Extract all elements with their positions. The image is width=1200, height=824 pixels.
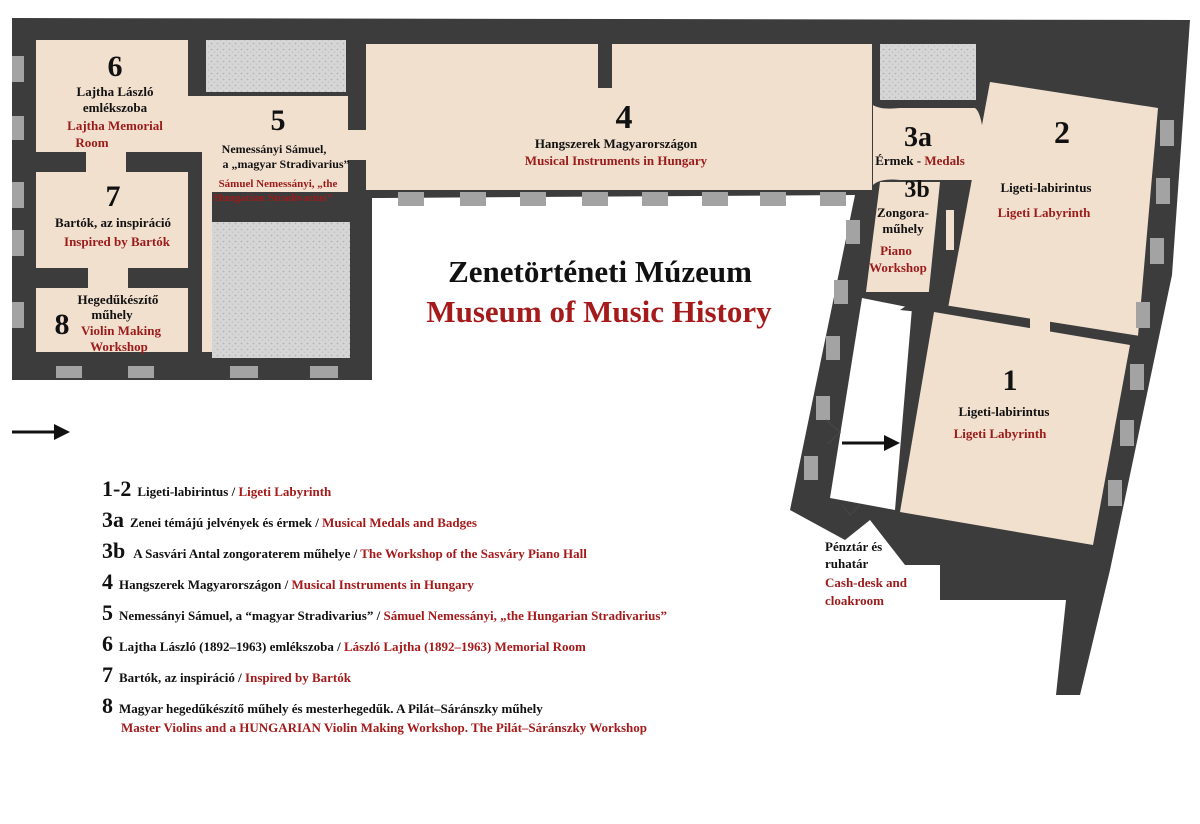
legend-hu: Bartók, az inspiráció / — [119, 670, 246, 685]
legend-item-3b — [102, 538, 587, 563]
light-well-courtyard — [212, 222, 350, 358]
legend-item-1-2 — [102, 476, 332, 501]
room-5-hu-line1: Nemessányi Sámuel, — [221, 142, 327, 156]
room-1-number: 1 — [1002, 364, 1018, 397]
legend-item-8-en: Master Violins and a HUNGARIAN Violin Making Workshop. The Pilát–Sáránszky Workshop — [121, 720, 648, 735]
room-3b-hu-line2: műhely — [882, 221, 924, 236]
room-4-number: 4 — [615, 99, 633, 136]
legend-key: 1-2 — [102, 476, 132, 501]
room-1-hu: Ligeti-labirintus — [958, 404, 1050, 419]
cashdesk-hu-line2: ruhatár — [825, 556, 869, 571]
legend-en: Ligeti Labyrinth — [238, 484, 332, 499]
legend-en: Musical Instruments in Hungary — [291, 577, 474, 592]
legend-item-6 — [102, 631, 586, 656]
legend-en: Inspired by Bartók — [245, 670, 351, 685]
room-2-number: 2 — [1054, 114, 1070, 150]
legend-item-5 — [102, 600, 667, 625]
room-5-hu-line2: a „magyar Stradivarius” — [222, 157, 350, 171]
map-title-hu: Zenetörténeti Múzeum — [448, 254, 752, 289]
room-2-hu: Ligeti-labirintus — [1000, 180, 1092, 195]
room-6-en-line1: Lajtha Memorial — [67, 118, 163, 133]
legend-en: Sámuel Nemessányi, „the Hungarian Stradivarius” — [383, 608, 667, 623]
room-4-en: Musical Instruments in Hungary — [524, 153, 708, 168]
room-3b-number: 3b — [904, 177, 930, 203]
room-6-hu-line1: Lajtha László — [76, 84, 154, 99]
room-8-hu-line1: Hegedűkészítő — [77, 292, 159, 307]
room-7-en: Inspired by Bartók — [64, 234, 170, 249]
room-6-number: 6 — [107, 50, 123, 83]
room-3a-en: Medals — [924, 153, 965, 168]
legend-hu: Magyar hegedűkészítő műhely és mesterhegedűk. A Pilát–Sáránszky műhely — [119, 701, 543, 716]
room-3a-label — [875, 153, 965, 168]
room-3b-hu-line1: Zongora- — [877, 205, 929, 220]
legend-key: 8 — [102, 693, 113, 718]
room-2-en: Ligeti Labyrinth — [997, 205, 1091, 220]
legend-hu: Lajtha László (1892–1963) emlékszoba / — [119, 639, 344, 654]
cashdesk-en-line2: cloakroom — [825, 593, 884, 608]
room-8-hu-line2: műhely — [91, 307, 133, 322]
legend-item-8 — [102, 693, 543, 718]
room-7-hu: Bartók, az inspiráció — [55, 215, 171, 230]
legend-key: 3a — [102, 507, 124, 532]
room-4-hu: Hangszerek Magyarországon — [534, 136, 698, 151]
legend-hu: A Sasvári Antal zongoraterem műhelye / — [133, 546, 361, 561]
legend-key: 6 — [102, 631, 113, 656]
light-well-top-left — [206, 40, 346, 92]
legend — [102, 476, 667, 735]
room-3a-hu: Érmek - — [875, 153, 925, 168]
legend-en: László Lajtha (1892–1963) Memorial Room — [343, 639, 586, 654]
legend-item-3a — [102, 507, 477, 532]
light-well-top-right — [880, 44, 976, 100]
legend-en: Musical Medals and Badges — [322, 515, 477, 530]
room-5-en-line1: Sámuel Nemessányi, „the — [218, 178, 338, 190]
room-5-en-line2: Hungarian Stradivarius” — [213, 192, 333, 204]
legend-en: The Workshop of the Sasváry Piano Hall — [360, 546, 587, 561]
entrance-arrow-left — [12, 424, 70, 440]
map-title-en: Museum of Music History — [426, 294, 772, 329]
cashdesk-hu-line1: Pénztár és — [825, 539, 883, 554]
legend-key: 3b — [102, 538, 126, 563]
room-1-en: Ligeti Labyrinth — [953, 426, 1047, 441]
legend-hu: Ligeti-labirintus / — [137, 484, 239, 499]
room-6-hu-line2: emlékszoba — [82, 100, 148, 115]
room-8-en-line1: Violin Making — [80, 323, 162, 338]
legend-key: 4 — [102, 569, 113, 594]
room-5-number: 5 — [270, 104, 286, 137]
legend-hu: Zenei témájú jelvények és érmek / — [130, 515, 323, 530]
room-3b-en-line2: Workshop — [869, 260, 927, 275]
room-8-number: 8 — [54, 308, 70, 341]
cashdesk-en-line1: Cash-desk and — [825, 575, 908, 590]
legend-key: 5 — [102, 600, 113, 625]
room-8-en-line2: Workshop — [90, 339, 148, 354]
room-3a-number: 3a — [904, 122, 932, 153]
legend-hu: Nemessányi Sámuel, a “magyar Stradivarius” / — [119, 608, 384, 623]
legend-item-7 — [102, 662, 352, 687]
room-floors — [36, 40, 1158, 545]
legend-hu: Hangszerek Magyarországon / — [119, 577, 292, 592]
legend-item-4 — [102, 569, 474, 594]
legend-key: 7 — [102, 662, 113, 687]
room-3b-en-line1: Piano — [880, 243, 912, 258]
room-7-number: 7 — [105, 180, 121, 213]
room-6-en-line2: Room — [75, 135, 109, 150]
